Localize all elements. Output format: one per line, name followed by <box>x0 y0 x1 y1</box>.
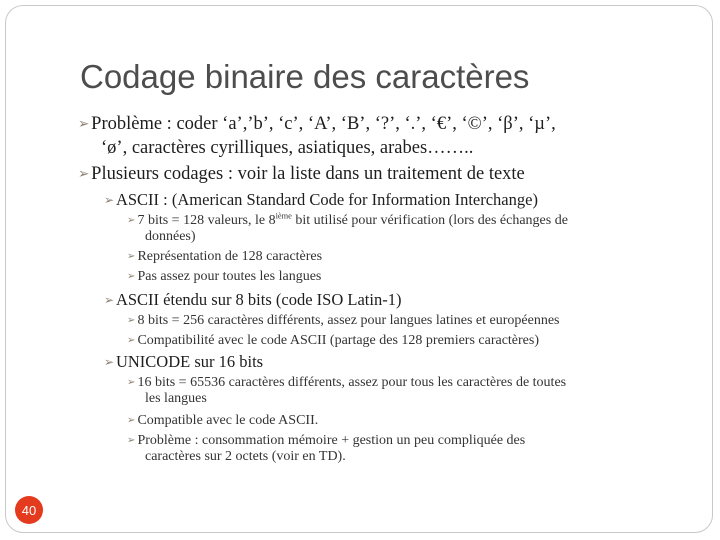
bullet-probleme-cont: ‘ø’, caractères cyrilliques, asiatiques, arabes…….. <box>101 138 474 158</box>
arrow-bullet-icon: ➢ <box>104 355 114 370</box>
bullet-ascii-text: ASCII : (American Standard Code for Information Interchange) <box>115 190 538 209</box>
arrow-bullet-icon: ➢ <box>104 193 114 208</box>
ascii-pas-assez-text: Pas assez pour toutes les langues <box>137 269 322 284</box>
bullet-etendu-bits <box>127 313 560 329</box>
unicode-bits-cont: les langues <box>145 391 207 406</box>
arrow-bullet-icon: ➢ <box>78 166 90 182</box>
bullet-plusieurs <box>78 164 525 185</box>
etendu-compat-text: Compatibilité avec le code ASCII (partage des 128 premiers caractères) <box>137 333 540 348</box>
unicode-text: UNICODE sur 16 bits <box>115 352 264 371</box>
bullet-ascii-repr <box>127 249 322 265</box>
arrow-bullet-icon: ➢ <box>127 435 136 447</box>
ascii-bits-sup: ième <box>275 211 292 221</box>
ascii-repr-text: Représentation de 128 caractères <box>137 249 323 264</box>
unicode-probleme-cont: caractères sur 2 octets (voir en TD). <box>145 449 346 464</box>
ascii-bits-cont: données) <box>145 229 196 244</box>
bullet-unicode-probleme <box>127 433 525 449</box>
bullet-plusieurs-text: Plusieurs codages : voir la liste dans un traitement de texte <box>91 164 525 184</box>
page-number-badge: 40 <box>15 496 43 524</box>
arrow-bullet-icon: ➢ <box>127 271 136 283</box>
unicode-compat-text: Compatible avec le code ASCII. <box>137 413 319 428</box>
ascii-bits-a: 7 bits = 128 valeurs, le 8 <box>137 213 276 228</box>
arrow-bullet-icon: ➢ <box>127 415 136 427</box>
arrow-bullet-icon: ➢ <box>127 251 136 263</box>
unicode-bits-text: 16 bits = 65536 caractères différents, assez pour tous les caractères de toutes <box>137 375 567 390</box>
arrow-bullet-icon: ➢ <box>104 293 114 308</box>
bullet-ascii <box>104 190 538 210</box>
bullet-unicode <box>104 352 263 372</box>
arrow-bullet-icon: ➢ <box>127 315 136 327</box>
ascii-etendu-text: ASCII étendu sur 8 bits (code ISO Latin-1) <box>115 290 402 309</box>
etendu-bits-text: 8 bits = 256 caractères différents, assez pour langues latines et européennes <box>137 313 560 328</box>
arrow-bullet-icon: ➢ <box>78 116 90 132</box>
bullet-ascii-pas-assez <box>127 269 321 285</box>
bullet-etendu-compat <box>127 333 539 349</box>
arrow-bullet-icon: ➢ <box>127 335 136 347</box>
arrow-bullet-icon: ➢ <box>127 215 136 227</box>
bullet-unicode-compat <box>127 413 318 429</box>
unicode-probleme-text: Problème : consommation mémoire + gestion un peu compliquée des <box>137 433 526 448</box>
bullet-ascii-bits <box>127 213 568 229</box>
ascii-bits-b: bit utilisé pour vérification (lors des échanges de <box>291 213 568 228</box>
bullet-probleme-text: Problème : coder ‘a’,’b’, ‘c’, ‘A’, ‘B’, ‘?’, ‘.’, ‘€’, ‘©’, ‘β’, ‘µ’, <box>91 114 556 134</box>
bullet-ascii-etendu <box>104 290 401 310</box>
bullet-unicode-bits <box>127 375 566 391</box>
slide-title: Codage binaire des caractères <box>80 58 530 95</box>
arrow-bullet-icon: ➢ <box>127 377 136 389</box>
bullet-probleme <box>78 114 556 135</box>
